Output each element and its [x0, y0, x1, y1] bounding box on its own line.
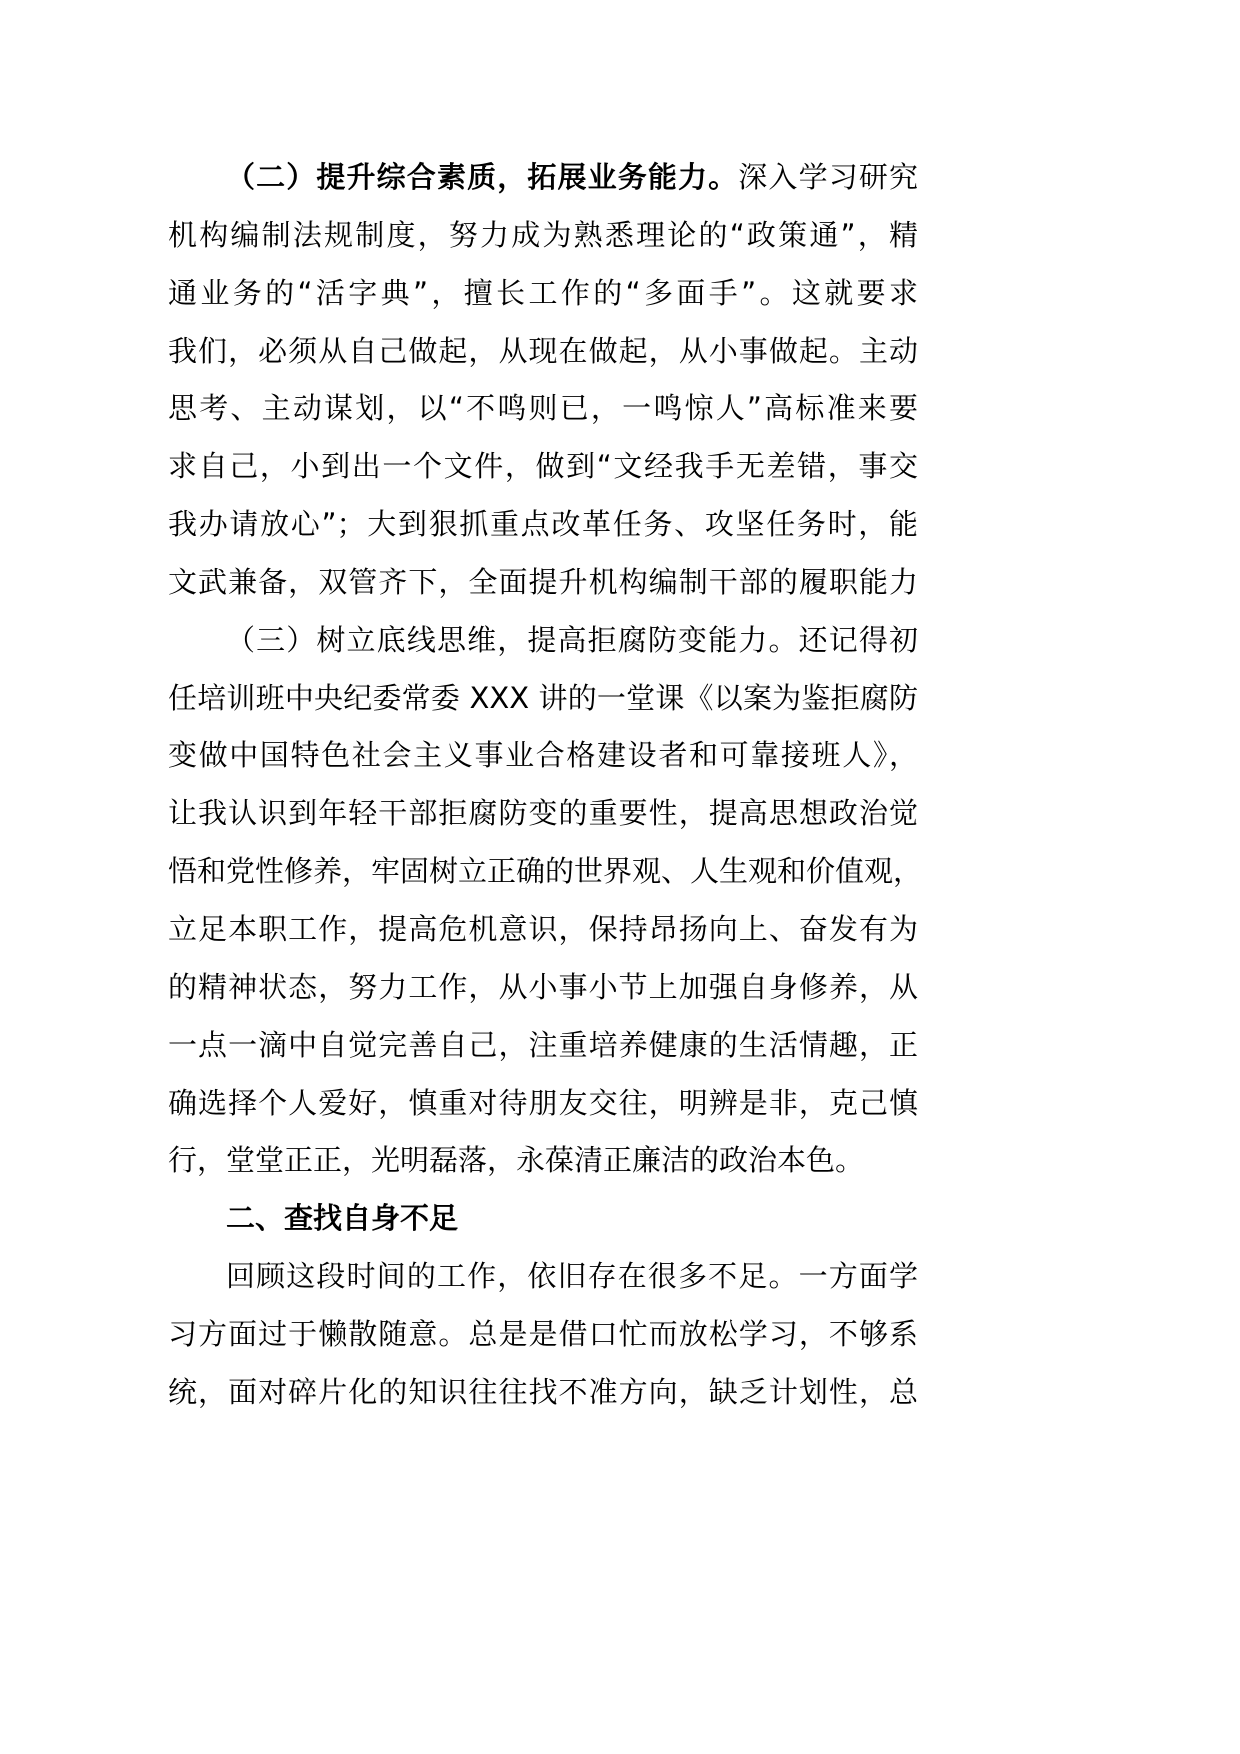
paragraph-line: 任培训班中央纪委常委 XXX 讲的一堂课《以案为鉴拒腐防 — [168, 680, 918, 715]
subsection-heading-improve-abilities: （二）提升综合素质，拓展业务能力。 — [226, 160, 739, 194]
paragraph-line: 让我认识到年轻干部拒腐防变的重要性，提高思想政治觉 — [168, 796, 918, 831]
paragraph-line: 立足本职工作，提高危机意识，保持昂扬向上、奋发有为 — [168, 911, 918, 946]
paragraph-line: 机构编制法规制度，努力成为熟悉理论的“政策通”，精 — [168, 217, 918, 252]
paragraph-line: 回顾这段时间的工作，依旧存在很多不足。一方面学 — [226, 1259, 918, 1294]
document-page — [168, 149, 923, 1422]
paragraph-improve-abilities — [168, 149, 918, 612]
paragraph-line: 悟和党性修养，牢固树立正确的世界观、人生观和价值观， — [168, 854, 923, 889]
paragraph-line: 习方面过于懒散随意。总是是借口忙而放松学习，不够系 — [168, 1316, 918, 1351]
paragraph-line: 的精神状态，努力工作，从小事小节上加强自身修养，从 — [168, 969, 918, 1004]
paragraph-line: 通业务的“活字典”，擅长工作的“多面手”。这就要求 — [168, 275, 918, 310]
paragraph-line — [168, 149, 918, 207]
paragraph-line: 思考、主动谋划，以“不鸣则已，一鸣惊人”高标准来要 — [168, 391, 918, 426]
paragraph-line: 确选择个人爱好，慎重对待朋友交往，明辨是非，克己慎 — [168, 1085, 918, 1120]
paragraph-line-text: 深入学习研究 — [738, 160, 918, 194]
paragraph-line: 我们，必须从自己做起，从现在做起，从小事做起。主动 — [168, 333, 918, 368]
paragraph-line: 变做中国特色社会主义事业合格建设者和可靠接班人》， — [168, 738, 918, 773]
paragraph-line: 行，堂堂正正，光明磊落，永葆清正廉洁的政治本色。 — [168, 1143, 865, 1178]
paragraph-line: 统，面对碎片化的知识往往找不准方向，缺乏计划性，总 — [168, 1374, 918, 1409]
paragraph-line: 文武兼备，双管齐下，全面提升机构编制干部的履职能力 — [168, 564, 918, 599]
section-heading-shortcomings: 二、查找自身不足 — [226, 1201, 459, 1236]
section-shortcomings — [168, 1190, 918, 1421]
paragraph-anti-corruption — [168, 612, 923, 1190]
paragraph-line: （三）树立底线思维，提高拒腐防变能力。还记得初 — [226, 622, 918, 657]
paragraph-line: 我办请放心”；大到狠抓重点改革任务、攻坚任务时，能 — [168, 507, 918, 542]
paragraph-line: 一点一滴中自觉完善自己，注重培养健康的生活情趣，正 — [168, 1027, 918, 1062]
paragraph-line: 求自己，小到出一个文件，做到“文经我手无差错，事交 — [168, 449, 918, 484]
